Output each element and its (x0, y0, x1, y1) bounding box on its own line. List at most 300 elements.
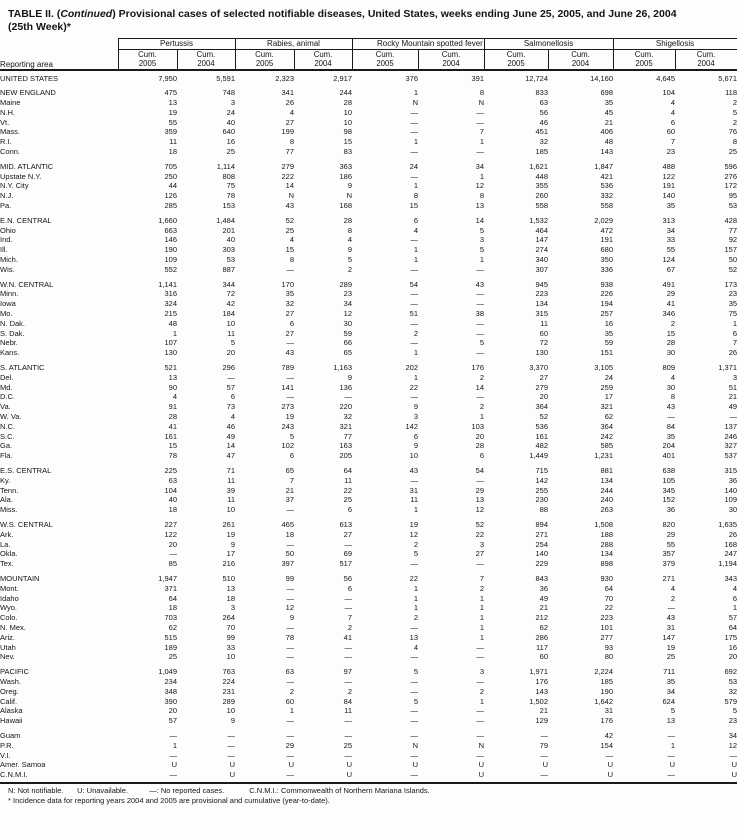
value-cell: 12 (475, 505, 485, 515)
value-cell: 26 (728, 529, 737, 539)
value-cell: 43 (475, 279, 485, 289)
value-cell: 1 (479, 613, 485, 623)
value-cell: 15 (666, 328, 676, 338)
value-cell: — (286, 622, 294, 632)
value-cell: 11 (344, 475, 353, 485)
value-cell: 10 (343, 117, 353, 127)
value-cell: 35 (666, 431, 676, 441)
value-cell: — (476, 328, 485, 338)
value-cell: — (286, 539, 294, 549)
value-cell: 2 (479, 402, 485, 412)
value-cell: 59 (343, 328, 353, 338)
value-cell: 246 (724, 431, 737, 441)
value-cell: 1,532 (529, 215, 549, 225)
value-cell: 6 (347, 505, 353, 515)
reporting-area-cell: Guam (0, 730, 21, 740)
value-cell: — (410, 127, 419, 137)
value-cell: 1,371 (718, 363, 737, 373)
value-cell: 5 (732, 706, 737, 716)
value-cell: 223 (600, 613, 614, 623)
value-cell: 20 (728, 652, 737, 662)
value-cell: 134 (600, 549, 614, 559)
value-cell: 6 (289, 451, 294, 461)
value-cell: 35 (604, 328, 614, 338)
value-cell: — (540, 730, 549, 740)
value-cell: — (476, 289, 485, 299)
reporting-area-cell: N.C. (0, 421, 15, 431)
value-cell: 168 (339, 201, 353, 211)
value-cell: 28 (475, 441, 485, 451)
reporting-area-cell: N. Dak. (0, 318, 26, 328)
value-cell: 92 (728, 235, 737, 245)
value-cell: 130 (164, 348, 177, 358)
value-cell: 9 (347, 181, 353, 191)
value-cell: 17 (604, 392, 614, 402)
value-cell: 359 (164, 127, 177, 137)
value-cell: 332 (600, 191, 614, 201)
value-cell: 19 (226, 529, 235, 539)
footnote-legend (8, 786, 737, 796)
value-cell: 640 (222, 127, 235, 137)
value-cell: 42 (226, 299, 235, 309)
reporting-area-cell: Nev. (0, 652, 15, 662)
value-cell: 24 (604, 372, 614, 382)
value-cell: 143 (600, 147, 614, 157)
value-cell: 78 (226, 191, 235, 201)
value-cell: 7 (479, 127, 485, 137)
value-cell: 3 (479, 667, 485, 677)
value-cell: — (227, 750, 235, 760)
table-row (0, 505, 737, 515)
value-cell: 35 (285, 289, 294, 299)
table-row (0, 515, 737, 530)
value-cell: 35 (666, 676, 676, 686)
value-cell: 91 (168, 402, 177, 412)
value-cell: 3 (230, 603, 235, 613)
value-cell: 6 (347, 583, 353, 593)
value-cell: 191 (600, 235, 614, 245)
table-row (0, 569, 737, 584)
value-cell: 27 (285, 309, 294, 319)
reporting-area-cell: N. Mex. (0, 622, 26, 632)
value-cell: — (667, 412, 676, 421)
group-header-rocky-mountain-spotted-fever: Rocky Mountain spotted fever (352, 39, 484, 50)
value-cell: 77 (728, 225, 737, 235)
value-cell: 6 (413, 215, 419, 225)
table-row (0, 157, 737, 172)
value-cell: — (286, 770, 294, 780)
value-cell: 2 (479, 583, 485, 593)
table-row (0, 275, 737, 290)
value-cell: 16 (604, 318, 614, 328)
value-cell: 101 (600, 622, 614, 632)
value-cell: 536 (535, 421, 549, 431)
value-cell: 340 (535, 255, 549, 265)
value-cell: 13 (226, 583, 235, 593)
value-cell: 12 (409, 529, 419, 539)
table-row (0, 137, 737, 147)
value-cell: 4 (289, 107, 294, 117)
value-cell: 1 (413, 181, 419, 191)
value-cell: — (476, 642, 485, 652)
value-cell: 31 (409, 485, 419, 495)
value-cell: — (286, 730, 294, 740)
value-cell: 153 (222, 201, 235, 211)
value-cell: 1 (479, 171, 485, 181)
value-cell: 161 (535, 431, 549, 441)
value-cell: U (478, 760, 485, 770)
table-row (0, 594, 737, 604)
reporting-area-cell: D.C. (0, 392, 15, 402)
value-cell: 13 (168, 372, 177, 382)
value-cell: 22 (343, 485, 353, 495)
value-cell: 13 (475, 495, 485, 505)
value-cell: 260 (535, 191, 549, 201)
value-cell: 6 (479, 451, 485, 461)
value-cell: 276 (724, 171, 737, 181)
value-cell: — (410, 706, 419, 716)
reporting-area-cell: Okla. (0, 549, 18, 559)
value-cell: 136 (339, 382, 353, 392)
value-cell: — (476, 475, 485, 485)
value-cell: 13 (475, 201, 485, 211)
value-cell: 7 (289, 475, 294, 485)
reporting-area-cell: Wis. (0, 264, 15, 274)
value-cell: 1 (732, 603, 737, 613)
value-cell: 8 (479, 191, 485, 201)
value-cell: 680 (600, 245, 614, 255)
value-cell: 536 (600, 181, 614, 191)
value-cell: 27 (285, 328, 294, 338)
value-cell: 161 (164, 431, 177, 441)
value-cell: 938 (600, 279, 614, 289)
reporting-area-cell: W.N. CENTRAL (0, 279, 54, 289)
reporting-area-cell: Nebr. (0, 338, 18, 348)
value-cell: 1 (413, 255, 419, 265)
value-cell: 1 (479, 137, 485, 147)
value-cell: 104 (662, 88, 676, 98)
footnote-incidence-note: * Incidence data for reporting years 2004 and 2005 are provisional and cumulative (year-to-date). (8, 795, 330, 805)
table-row (0, 643, 737, 653)
value-cell: 52 (728, 264, 737, 274)
value-cell: 748 (222, 88, 235, 98)
value-cell: 1,660 (158, 215, 177, 225)
value-cell: 397 (281, 559, 294, 569)
table-row (0, 181, 737, 191)
value-cell: 60 (539, 652, 549, 662)
value-cell: — (227, 730, 235, 740)
col-header-rmsf-cum-2004: Cum. 2004 (418, 49, 484, 70)
value-cell: 596 (724, 161, 737, 171)
value-cell: 345 (662, 485, 676, 495)
value-cell: 25 (226, 147, 235, 157)
value-cell: 336 (600, 264, 614, 274)
value-cell: 8 (347, 225, 353, 235)
value-cell: 32 (539, 137, 549, 147)
value-cell: 428 (724, 215, 737, 225)
table-row (0, 770, 737, 780)
value-cell: 11 (169, 137, 177, 147)
value-cell: — (410, 235, 419, 245)
table-row (0, 201, 737, 211)
value-cell: — (410, 289, 419, 299)
value-cell: 2 (479, 372, 485, 382)
value-cell: 23 (666, 147, 676, 157)
value-cell: — (410, 750, 419, 760)
value-cell: 205 (339, 451, 353, 461)
value-cell: 56 (539, 107, 549, 117)
value-cell: 36 (728, 475, 737, 485)
value-cell: 289 (222, 696, 235, 706)
value-cell: 3 (230, 98, 235, 108)
value-cell: 49 (728, 402, 737, 412)
reporting-area-cell: Iowa (0, 299, 16, 309)
reporting-area-cell: Del. (0, 372, 14, 382)
table-row (0, 716, 737, 726)
value-cell: 19 (666, 642, 676, 652)
reporting-area-cell: E.N. CENTRAL (0, 215, 52, 225)
reporting-area-cell: N.H. (0, 107, 15, 117)
reporting-area-cell: Upstate N.Y. (0, 171, 42, 181)
table-row (0, 530, 737, 540)
value-cell: 48 (168, 318, 177, 328)
value-cell: 1 (413, 603, 419, 613)
value-cell: 316 (164, 289, 177, 299)
value-cell: 54 (475, 465, 485, 475)
value-cell: — (227, 372, 235, 382)
value-cell: 24 (409, 161, 419, 171)
reporting-area-cell: Ark. (0, 529, 14, 539)
table-title (8, 8, 729, 33)
reporting-area-cell: W. Va. (0, 412, 22, 421)
reporting-area-cell: Ala. (0, 495, 13, 505)
value-cell: 244 (600, 485, 614, 495)
value-cell: 3 (413, 412, 419, 421)
reporting-area-cell: Miss. (0, 505, 18, 515)
reporting-area-cell: S. ATLANTIC (0, 363, 45, 373)
table-row (0, 118, 737, 128)
value-cell: — (344, 652, 353, 662)
table-row (0, 98, 737, 108)
value-cell: 13 (409, 632, 419, 642)
reporting-area-cell: Pa. (0, 201, 12, 211)
value-cell: 703 (164, 613, 177, 623)
value-cell: 8 (670, 392, 676, 402)
value-cell: 1 (670, 740, 676, 750)
value-cell: 226 (600, 289, 614, 299)
value-cell: 163 (339, 441, 353, 451)
value-cell: 13 (168, 98, 177, 108)
value-cell: 321 (600, 402, 614, 412)
value-cell: 273 (281, 402, 294, 412)
value-cell: 212 (535, 613, 549, 623)
reporting-area-cell: Minn. (0, 289, 19, 299)
value-cell: 6 (413, 431, 419, 441)
value-cell: 57 (728, 613, 737, 623)
value-cell: 820 (662, 519, 676, 529)
value-cell: 37 (285, 495, 294, 505)
value-cell: 19 (285, 412, 294, 421)
value-cell: — (540, 750, 549, 760)
table-row (0, 422, 737, 432)
value-cell: 5 (230, 338, 235, 348)
value-cell: — (286, 505, 294, 515)
value-cell: 833 (535, 88, 549, 98)
value-cell: — (169, 750, 177, 760)
value-cell: 190 (600, 686, 614, 696)
value-cell: 16 (728, 642, 737, 652)
value-cell: 5 (479, 225, 485, 235)
reporting-area-cell: P.R. (0, 740, 14, 750)
value-cell: 50 (285, 549, 294, 559)
value-cell: 103 (471, 421, 485, 431)
value-cell: 465 (281, 519, 294, 529)
value-cell: — (476, 676, 485, 686)
value-cell: 8 (289, 255, 294, 265)
value-cell: 552 (164, 264, 177, 274)
value-cell: 129 (535, 716, 549, 726)
reporting-area-cell: MID. ATLANTIC (0, 161, 54, 171)
value-cell: 558 (600, 201, 614, 211)
table-row (0, 486, 737, 496)
value-cell: U (731, 760, 737, 770)
value-cell: 4 (670, 107, 676, 117)
value-cell: — (410, 716, 419, 726)
value-cell: 341 (281, 88, 294, 98)
value-cell: 53 (226, 255, 235, 265)
value-cell: 18 (285, 529, 294, 539)
reporting-area-cell: E.S. CENTRAL (0, 465, 52, 475)
value-cell: 5 (732, 107, 737, 117)
value-cell: 34 (666, 686, 676, 696)
legend-no-reported-cases: —: No reported cases. (149, 785, 225, 795)
value-cell: — (540, 770, 549, 780)
col-header-shigellosis-cum-2005: Cum. 2005 (613, 49, 675, 70)
value-cell: 18 (226, 593, 235, 603)
value-cell: 60 (666, 127, 676, 137)
value-cell: 364 (600, 421, 614, 431)
value-cell: 491 (662, 279, 676, 289)
value-cell: U (607, 770, 614, 780)
value-cell: 7,950 (158, 73, 177, 83)
value-cell: 11 (227, 495, 235, 505)
group-header-rabies-animal: Rabies, animal (235, 39, 352, 50)
value-cell: — (286, 593, 294, 603)
value-cell: U (478, 770, 485, 780)
value-cell: 43 (285, 348, 294, 358)
value-cell: 170 (281, 279, 294, 289)
reporting-area-cell: PACIFIC (0, 667, 30, 677)
value-cell: 21 (604, 117, 614, 127)
value-cell: 274 (535, 245, 549, 255)
value-cell: 29 (475, 485, 485, 495)
value-cell: 69 (343, 549, 353, 559)
value-cell: 24 (226, 107, 235, 117)
value-cell: 313 (662, 215, 676, 225)
value-cell: — (476, 652, 485, 662)
value-cell: 401 (662, 451, 676, 461)
reporting-area-header: Reporting area (0, 39, 118, 70)
value-cell: 2 (479, 686, 485, 696)
value-cell: 7 (670, 137, 676, 147)
value-cell: 3 (479, 539, 485, 549)
value-cell: 1 (413, 348, 419, 358)
value-cell: 27 (285, 117, 294, 127)
value-cell: 229 (535, 559, 549, 569)
value-cell: — (476, 299, 485, 309)
value-cell: — (476, 716, 485, 726)
value-cell: 348 (164, 686, 177, 696)
value-cell: 53 (728, 201, 737, 211)
value-cell: 10 (226, 652, 235, 662)
reporting-area-cell: Vt. (0, 117, 10, 127)
value-cell: 78 (285, 632, 294, 642)
value-cell: 376 (405, 73, 419, 83)
value-cell: 515 (164, 632, 177, 642)
value-cell: 1,508 (594, 519, 614, 529)
value-cell: 140 (724, 485, 737, 495)
value-cell: — (410, 686, 419, 696)
table-row (0, 338, 737, 348)
value-cell: U (731, 770, 737, 780)
value-cell: 176 (600, 716, 614, 726)
value-cell: 20 (168, 539, 177, 549)
value-cell: 2 (670, 593, 676, 603)
value-cell: 109 (724, 495, 737, 505)
value-cell: 1,231 (594, 451, 614, 461)
value-cell: 176 (471, 363, 485, 373)
reporting-area-cell: N.J. (0, 191, 14, 201)
value-cell: 216 (222, 559, 235, 569)
value-cell: 20 (226, 348, 235, 358)
value-cell: 1,502 (529, 696, 549, 706)
value-cell: 26 (285, 98, 294, 108)
table-row (0, 108, 737, 118)
value-cell: 157 (724, 245, 737, 255)
value-cell: 16 (226, 137, 235, 147)
value-cell: 5 (670, 706, 676, 716)
value-cell: 35 (604, 98, 614, 108)
value-cell: N (412, 740, 419, 750)
reporting-area-cell: Wyo. (0, 603, 18, 613)
reporting-area-cell: W.S. CENTRAL (0, 519, 53, 529)
value-cell: 2,029 (594, 215, 614, 225)
table-row (0, 226, 737, 236)
value-cell: 9 (289, 613, 294, 623)
table-row (0, 289, 737, 299)
value-cell: 64 (343, 465, 353, 475)
value-cell: 64 (728, 622, 737, 632)
value-cell: 222 (281, 171, 294, 181)
table-row (0, 412, 737, 422)
value-cell: 52 (285, 215, 294, 225)
value-cell: — (410, 392, 419, 402)
value-cell: 35 (728, 299, 737, 309)
value-cell: U (346, 770, 353, 780)
value-cell: N (346, 191, 353, 201)
reporting-area-cell: Ind. (0, 235, 13, 245)
value-cell: 15 (409, 201, 419, 211)
value-cell: 147 (535, 235, 549, 245)
value-cell: — (605, 750, 614, 760)
value-cell: 126 (164, 191, 177, 201)
value-cell: 510 (222, 573, 235, 583)
value-cell: U (412, 760, 419, 770)
value-cell: 357 (662, 549, 676, 559)
table-row (0, 652, 737, 662)
value-cell: 1 (413, 245, 419, 255)
table-row (0, 245, 737, 255)
